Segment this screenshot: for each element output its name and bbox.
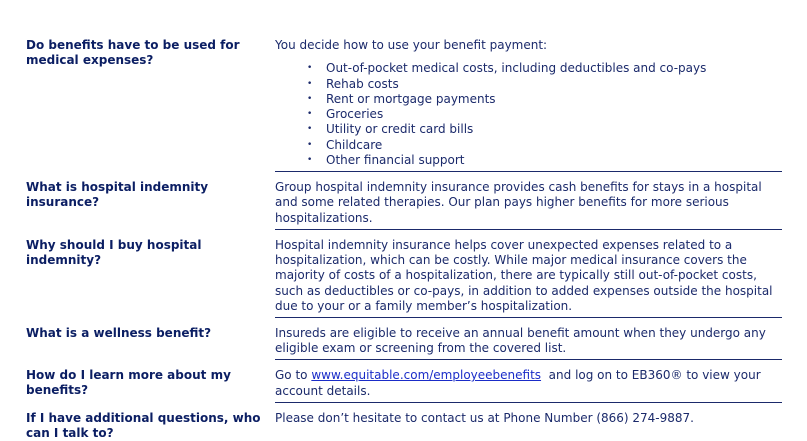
list-item: • Other financial support (326, 153, 782, 168)
list-item: • Childcare (326, 138, 782, 153)
list-item: • Groceries (326, 107, 782, 122)
answer-prefix: Go to (275, 368, 312, 383)
faq-answer (275, 324, 782, 360)
faq-item-learn-more (26, 366, 782, 402)
list-item: • Rent or mortgage payments (326, 92, 782, 107)
answer-text (275, 368, 782, 398)
faq-question: Do benefits have to be used for medical expenses? (26, 38, 240, 67)
answer-text: Group hospital indemnity insurance provides cash benefits for stays in a hospital and some related therapies. Our plan pays higher benefits for more serious hospitalizations. (275, 180, 762, 225)
faq-answer (275, 236, 782, 318)
answer-suffix: and log on to EB360® to view your account details. (275, 368, 765, 398)
answer-intro: You decide how to use your benefit payment: (275, 38, 548, 52)
faq-answer (275, 366, 782, 402)
faq-item-benefits-use (26, 36, 782, 172)
faq-answer (275, 36, 782, 172)
faq-question: What is hospital indemnity insurance? (26, 180, 209, 210)
list-item: • Utility or credit card bills (326, 122, 782, 137)
faq-answer (275, 409, 782, 441)
faq-item-hospital-indemnity (26, 178, 782, 230)
answer-text: Please don’t hesitate to contact us at Phone Number (866) 274-9887. (275, 410, 694, 425)
faq-question: What is a wellness benefit? (26, 325, 212, 340)
faq-item-why-buy (26, 236, 782, 318)
faq-list (26, 36, 782, 441)
answer-text: Insureds are eligible to receive an annual benefit amount when they undergo any eligible exam or screening from the covered list. (275, 325, 766, 356)
employee-benefits-link[interactable]: www.equitable.com/employeebenefits (311, 368, 542, 383)
faq-question: How do I learn more about my benefits? (26, 368, 231, 398)
faq-answer (275, 178, 782, 230)
faq-item-wellness (26, 324, 782, 360)
faq-question: If I have additional questions, who can I talk to? (26, 410, 261, 440)
list-item: • Rehab costs (326, 77, 782, 92)
benefit-uses-list (275, 61, 782, 168)
faq-item-contact (26, 409, 782, 441)
faq-question: Why should I buy hospital indemnity? (26, 237, 202, 267)
answer-text: Hospital indemnity insurance helps cover unexpected expenses related to a hospitalization, which can be costly. While major medical insurance covers the majority of costs of a hospitalization, there are typically still out-of-pocket costs, such as deductibles or co-pays, in addition to added expenses outside the hospital due to your or a family member’s hospitalization. (275, 237, 773, 313)
list-item: • Out-of-pocket medical costs, including deductibles and co-pays (326, 61, 782, 76)
